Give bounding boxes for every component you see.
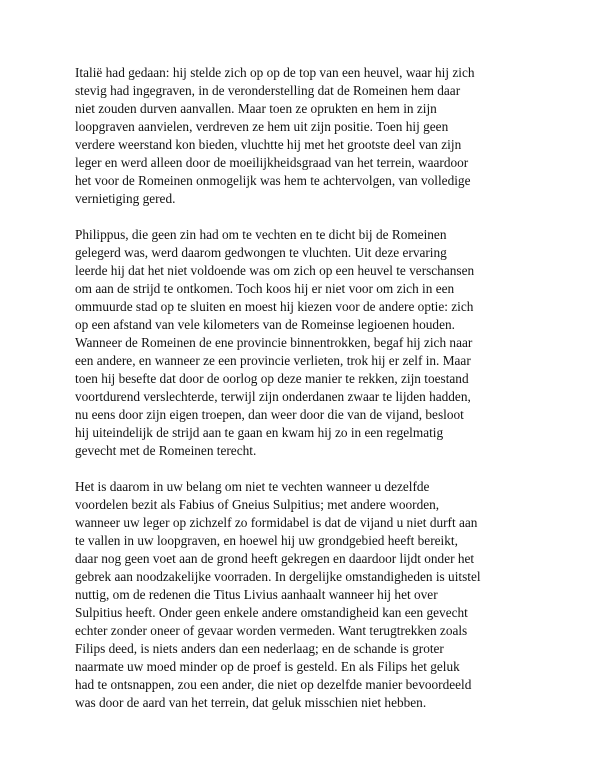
paragraph-3: Het is daarom in uw belang om niet te vechten wanneer u dezelfde voordelen bezit als Fabius of Gneius Sulpitius; met andere woorden, wanneer uw leger op zichzelf zo formidabel is dat de vijand u niet durft aan te vallen in uw loopgraven, en hoewel hij uw grondgebied heeft bereikt, daar nog geen voet aan de grond heeft gekregen en daardoor lijdt onder het gebrek aan noodzakelijke voorraden. In dergelijke omstandigheden is uitstel nuttig, om de redenen die Titus Livius aanhaalt wanneer hij het over Sulpitius heeft. Onder geen enkele andere omstandigheid kan een gevecht echter zonder oneer of gevaar worden vermeden. Want terugtrekken zoals Filips deed, is niets anders dan een nederlaag; en de schande is groter naarmate uw moed minder op de proef is gesteld. En als Filips het geluk had te ontsnappen, zou een ander, die niet op dezelfde manier bevoordeeld was door de aard van het terrein, dat geluk misschien niet hebben. — [75, 479, 481, 710]
paragraph-1: Italië had gedaan: hij stelde zich op op de top van een heuvel, waar hij zich stevig had ingegraven, in de veronderstelling dat de Romeinen hem daar niet zouden durven aanvallen. Maar toen ze oprukten en hem in zijn loopgraven aanvielen, verdreven ze hem uit zijn positie. Toen hij geen verdere weerstand kon bieden, vluchtte hij met het grootste deel van zijn leger en werd alleen door de moeilijkheidsgraad van het terrein, waardoor het voor de Romeinen onmogelijk was hem te achtervolgen, van volledige vernietiging gered. — [75, 65, 475, 206]
paragraph-2: Philippus, die geen zin had om te vechten en te dicht bij de Romeinen gelegerd was, werd daarom gedwongen te vluchten. Uit deze ervaring leerde hij dat het niet voldoende was om zich op een heuvel te verschansen om aan de strijd te ontkomen. Toch koos hij er niet voor om zich in een ommuurde stad op te sluiten en moest hij kiezen voor de andere optie: zich op een afstand van vele kilometers van de Romeinse legioenen houden. Wanneer de Romeinen de ene provincie binnentrokken, begaf hij zich naar een andere, en wanneer ze een provincie verlieten, trok hij er zelf in. Maar toen hij besefte dat door de oorlog op deze manier te rekken, zijn toestand voortdurend verslechterde, terwijl zijn onderdanen zwaar te lijden hadden, nu eens door zijn eigen troepen, dan weer door die van de vijand, besloot hij uiteindelijk de strijd aan te gaan en kwam hij zo in een regelmatig gevecht met de Romeinen terecht. — [75, 227, 475, 458]
document-page — [75, 64, 535, 730]
